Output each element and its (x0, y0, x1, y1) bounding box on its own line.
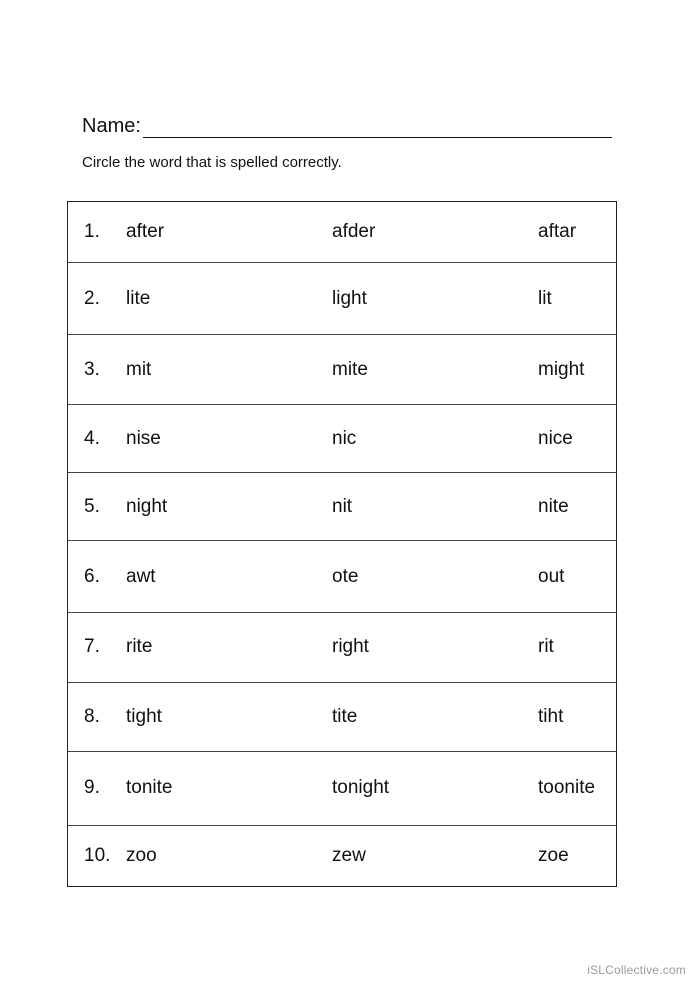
table-row (68, 751, 617, 825)
word-option[interactable]: tight (126, 682, 332, 751)
word-option[interactable]: zoe (538, 825, 617, 886)
row-number: 5. (68, 473, 127, 541)
word-option[interactable]: zew (332, 825, 538, 886)
word-option[interactable]: nit (332, 473, 538, 541)
table-row (68, 612, 617, 682)
row-number: 2. (68, 263, 127, 335)
word-option[interactable]: after (126, 221, 165, 243)
table-row (68, 473, 617, 541)
word-option[interactable]: right (332, 612, 538, 682)
word-option[interactable]: lite (126, 263, 332, 335)
word-option[interactable]: mite (332, 335, 538, 405)
row-number: 6. (68, 541, 127, 612)
row-number: 7. (68, 612, 127, 682)
table-row (68, 263, 617, 335)
word-option[interactable]: night (126, 473, 332, 541)
word-option[interactable]: rit (538, 612, 617, 682)
word-option[interactable]: tiht (538, 682, 617, 751)
word-option[interactable]: light (332, 263, 538, 335)
word-option[interactable]: nite (538, 473, 617, 541)
row-number: 10. (68, 825, 127, 886)
name-field (82, 110, 612, 138)
table-row (68, 682, 617, 751)
table-row (68, 202, 617, 263)
word-option[interactable]: mit (126, 335, 332, 405)
row-number: 8. (68, 682, 127, 751)
instructions: Circle the word that is spelled correctly. (82, 154, 342, 171)
word-option[interactable]: lit (538, 263, 617, 335)
word-option[interactable]: out (538, 541, 617, 612)
table-row (68, 335, 617, 405)
row-number: 1. (84, 221, 100, 243)
row-number: 9. (68, 751, 127, 825)
watermark: iSLCollective.com (587, 963, 686, 977)
word-option[interactable]: zoo (126, 825, 332, 886)
word-option[interactable]: rite (126, 612, 332, 682)
table-row (68, 825, 617, 886)
word-option[interactable]: tonite (126, 751, 332, 825)
row-number: 4. (68, 405, 127, 473)
row-number: 3. (68, 335, 127, 405)
word-option[interactable]: toonite (538, 751, 617, 825)
name-blank-line[interactable] (143, 117, 612, 138)
word-table (67, 201, 617, 887)
word-option[interactable]: nic (332, 405, 538, 473)
table-row (68, 541, 617, 612)
word-option[interactable]: nice (538, 405, 617, 473)
word-option[interactable]: nise (126, 405, 332, 473)
name-label: Name: (82, 115, 141, 137)
word-option[interactable]: aftar (538, 221, 577, 243)
word-option[interactable]: afder (332, 221, 376, 243)
word-option[interactable]: tonight (332, 751, 538, 825)
word-option[interactable]: tite (332, 682, 538, 751)
word-option[interactable]: awt (126, 541, 332, 612)
table-row (68, 405, 617, 473)
word-option[interactable]: might (538, 335, 617, 405)
word-option[interactable]: ote (332, 541, 538, 612)
